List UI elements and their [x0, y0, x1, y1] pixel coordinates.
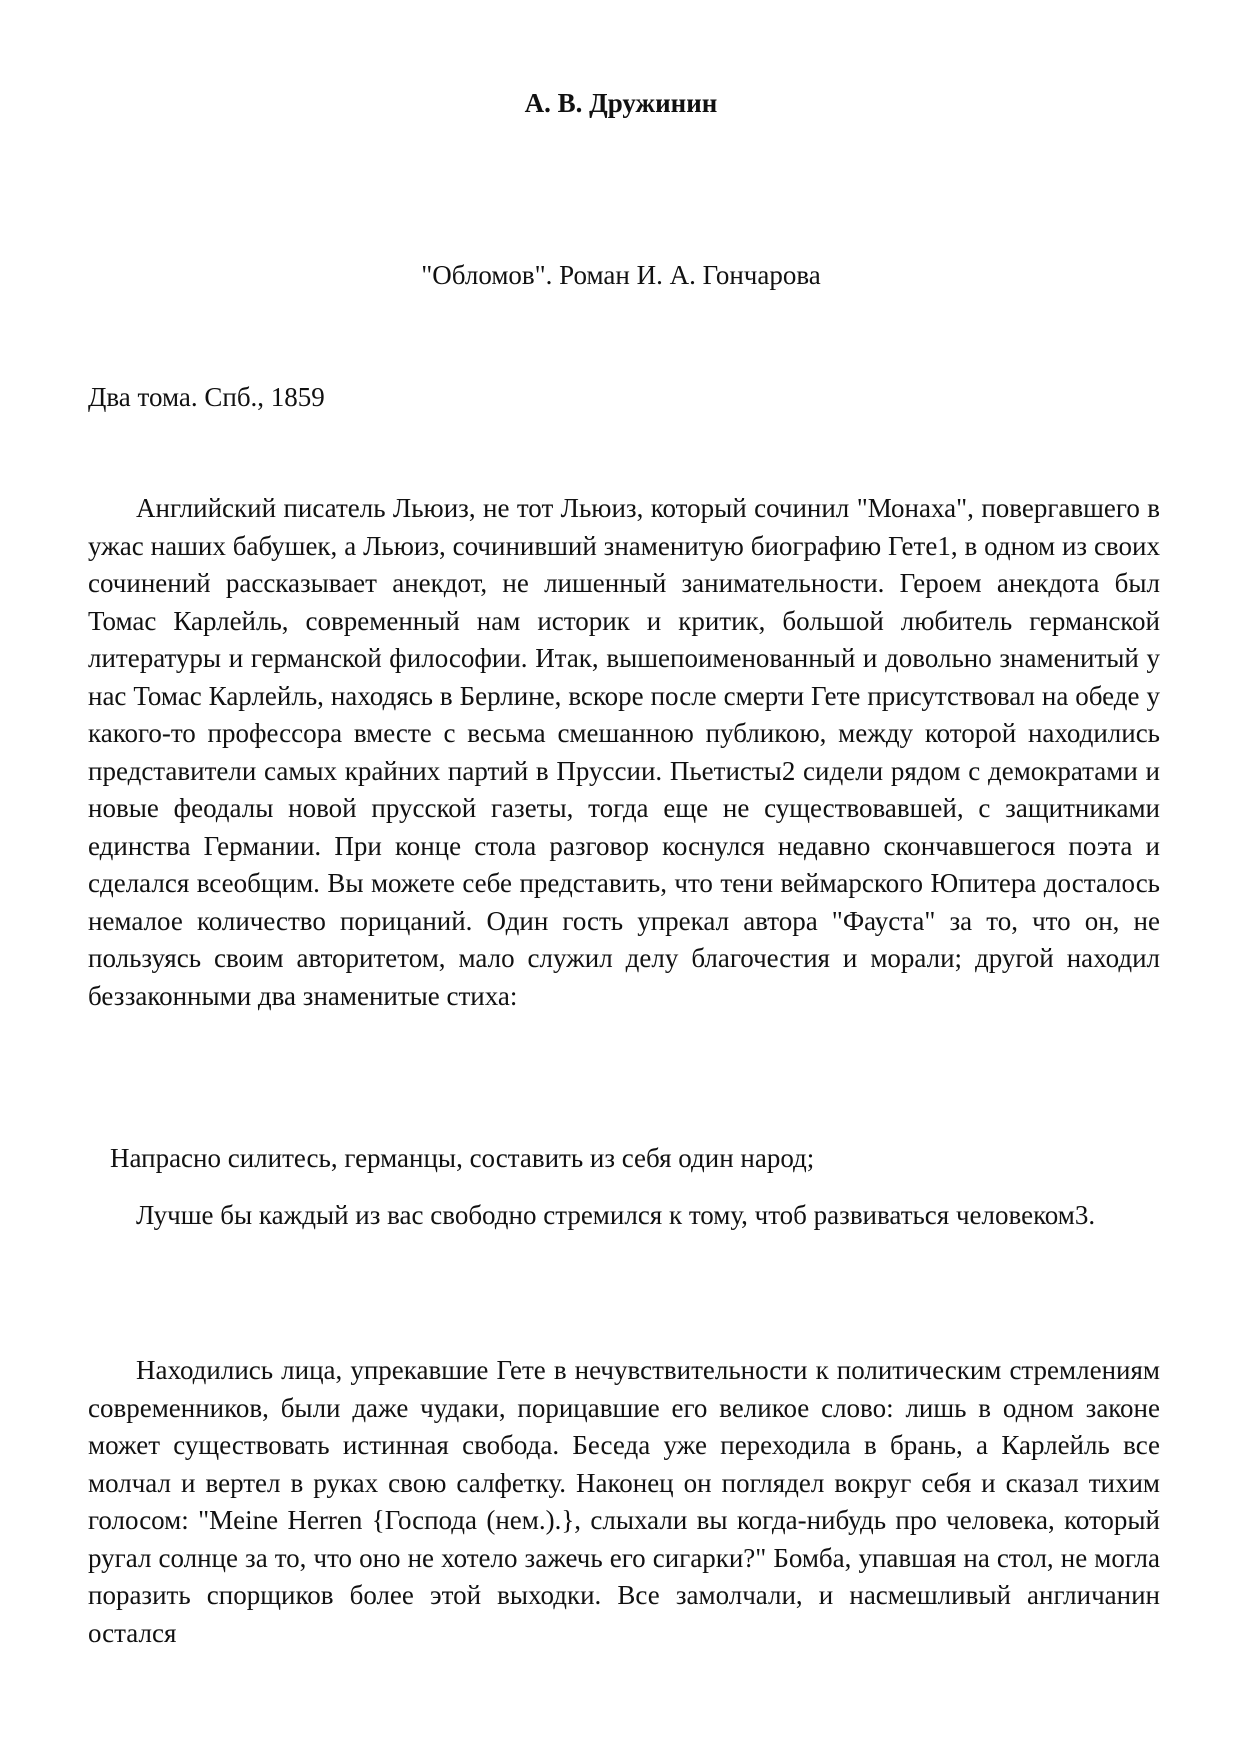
author-heading: А. В. Дружинин [524, 88, 718, 118]
publication-info: Два тома. Спб., 1859 [88, 382, 325, 412]
body-paragraph: Находились лица, упрекавшие Гете в нечувствительности к политическим стремлениям современников, были даже чудаки, порицавшие его великое слово: лишь в одном законе может существовать истинная свобода. Беседа уже переходила в брань, а Карлейль все молчал и вертел в руках свою салфетку. Наконец он поглядел вокруг себя и сказал тихим голосом: "Meine Herren {Господа (нем.).}, слыхали вы когда-нибудь про человека, который ругал солнце за то, что оно не хотело зажечь его сигарки?" Бомба, упавшая на стол, не могла поразить спорщиков более этой выходки. Все замолчали, и насмешливый англичанин остался [88, 1355, 1160, 1648]
article-title: "Обломов". Роман И. А. Гончарова [421, 260, 821, 290]
body-paragraph: Английский писатель Льюиз, не тот Льюиз, который сочинил "Монаха", повергавшего в ужас наших бабушек, а Льюиз, сочинивший знаменитую биографию Гете1, в одном из своих сочинений рассказывает анекдот, не лишенный занимательности. Героем анекдота был Томас Карлейль, современный нам историк и критик, большой любитель германской литературы и германской философии. Итак, вышепоименованный и довольно знаменитый у нас Томас Карлейль, находясь в Берлине, вскоре после смерти Гете присутствовал на обеде у какого-то профессора вместе с весьма смешанною публикою, между которой находились представители самых крайних партий в Пруссии. Пьетисты2 сидели рядом с демократами и новые феодалы новой прусской газеты, тогда еще не существовавшей, с защитниками единства Германии. При конце стола разговор коснулся недавно скончавшегося поэта и сделался всеобщим. Вы можете себе представить, что тени веймарского Юпитера досталось немалое количество порицаний. Один гость упрекал автора "Фауста" за то, что он, не пользуясь своим авторитетом, мало служил делу благочестия и морали; другой находил беззаконными два знаменитые стиха: [88, 493, 1160, 1011]
verse-line: Лучше бы каждый из вас свободно стремился к тому, чтоб развиваться человеком3. [136, 1200, 1096, 1230]
verse-line: Напрасно силитесь, германцы, составить из себя один народ; [110, 1143, 815, 1173]
